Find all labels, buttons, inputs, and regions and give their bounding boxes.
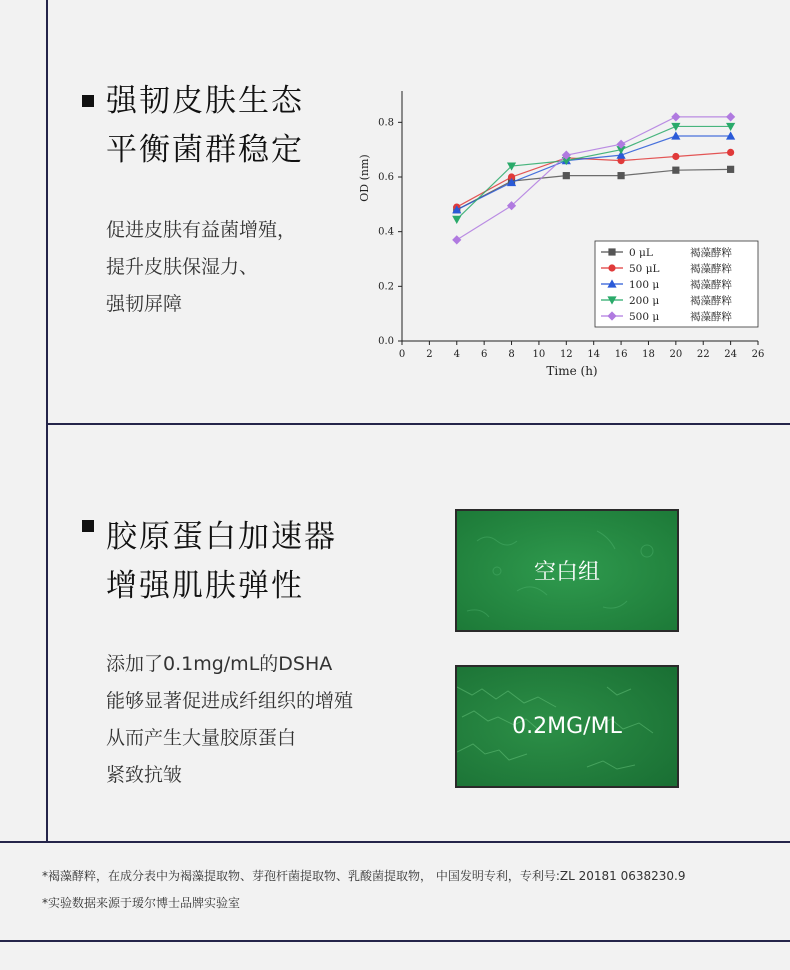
section1-heading-line1: 强韧皮肤生态 xyxy=(106,83,304,119)
left-vertical-rule xyxy=(46,0,48,843)
data-point xyxy=(452,216,461,224)
y-tick-label: 0.0 xyxy=(378,336,394,347)
legend-series-label: 褐藻酵粹 xyxy=(690,295,732,307)
section1-body-line: 提升皮肤保湿力、 xyxy=(106,256,259,278)
section2-body-line: 紧致抗皱 xyxy=(106,764,183,786)
heading-bullet xyxy=(82,95,94,107)
legend-series-name: 200 μ xyxy=(629,295,660,307)
legend-series-name: 100 μ xyxy=(629,279,660,291)
series-line xyxy=(457,117,731,240)
x-tick-label: 0 xyxy=(398,349,406,360)
x-tick-label: 20 xyxy=(669,349,683,360)
legend-marker xyxy=(608,264,615,271)
section1-body-line: 强韧屏障 xyxy=(106,293,183,315)
series-line xyxy=(457,136,731,210)
x-tick-label: 6 xyxy=(480,349,488,360)
legend-series-label: 褐藻酵粹 xyxy=(690,311,732,323)
x-tick-label: 24 xyxy=(724,349,737,360)
section2-body-line: 从而产生大量胶原蛋白 xyxy=(106,727,297,749)
y-tick-label: 0.6 xyxy=(378,172,394,183)
data-point xyxy=(672,153,679,160)
data-point xyxy=(727,149,734,156)
legend-series-name: 500 μ xyxy=(629,311,660,323)
legend-series-label: 褐藻酵粹 xyxy=(690,247,732,259)
legend-series-name: 50 μL xyxy=(629,263,660,275)
micrograph-dsha-group xyxy=(455,665,679,788)
section1-body-line: 促进皮肤有益菌增殖， xyxy=(106,219,297,241)
x-axis-label: Time (h) xyxy=(546,364,598,378)
micrograph-blank-group xyxy=(455,509,679,632)
heading-bullet xyxy=(82,520,94,532)
data-point xyxy=(452,235,461,244)
x-tick-label: 18 xyxy=(642,349,655,360)
footnote-source: *实验数据来源于瑷尔博士品牌实验室 xyxy=(42,896,241,910)
section-divider xyxy=(46,423,790,425)
section1-heading-line2: 平衡菌群稳定 xyxy=(106,132,304,168)
section2-heading-line2: 增强肌肤弹性 xyxy=(106,568,304,604)
legend-series-label: 褐藻酵粹 xyxy=(690,263,732,275)
section1-body xyxy=(106,212,296,323)
footer-bottom-rule xyxy=(0,940,790,942)
x-tick-label: 14 xyxy=(587,349,601,360)
y-axis-label: OD (nm) xyxy=(358,154,371,202)
data-point xyxy=(726,112,735,121)
data-point xyxy=(727,166,734,173)
growth-chart-svg xyxy=(350,85,770,385)
data-point xyxy=(617,172,624,179)
x-tick-label: 22 xyxy=(696,349,710,360)
y-tick-label: 0.2 xyxy=(378,281,394,293)
legend-marker xyxy=(608,248,615,255)
y-tick-label: 0.8 xyxy=(378,117,394,129)
section2-heading-line1: 胶原蛋白加速器 xyxy=(106,519,337,555)
legend-series-label: 褐藻酵粹 xyxy=(690,279,732,291)
x-tick-label: 26 xyxy=(751,349,765,360)
x-tick-label: 16 xyxy=(614,349,628,360)
x-tick-label: 4 xyxy=(453,349,460,360)
footer-top-rule xyxy=(0,841,790,843)
footnote-patent: *褐藻酵粹，在成分表中为褐藻提取物、芽孢杆菌提取物、乳酸菌提取物， 中国发明专利，专利号:ZL 20181 0638230.9 xyxy=(42,869,686,883)
micrograph-label: 0.2MG/ML xyxy=(512,714,622,739)
micrograph-label: 空白组 xyxy=(533,560,600,585)
x-tick-label: 2 xyxy=(426,349,433,360)
series-line xyxy=(457,126,731,219)
x-tick-label: 8 xyxy=(508,349,515,360)
growth-chart xyxy=(350,85,770,385)
x-tick-label: 10 xyxy=(532,349,546,360)
section2-body-line: 添加了0.1mg/mL的DSHA xyxy=(106,653,333,675)
section2-body xyxy=(106,646,353,794)
legend-series-name: 0 μL xyxy=(629,247,653,259)
x-tick-label: 12 xyxy=(559,349,573,360)
data-point xyxy=(563,172,570,179)
section2-body-line: 能够显著促进成纤组织的增殖 xyxy=(106,690,354,712)
data-point xyxy=(671,112,680,121)
y-tick-label: 0.4 xyxy=(378,226,394,238)
data-point xyxy=(672,167,679,174)
